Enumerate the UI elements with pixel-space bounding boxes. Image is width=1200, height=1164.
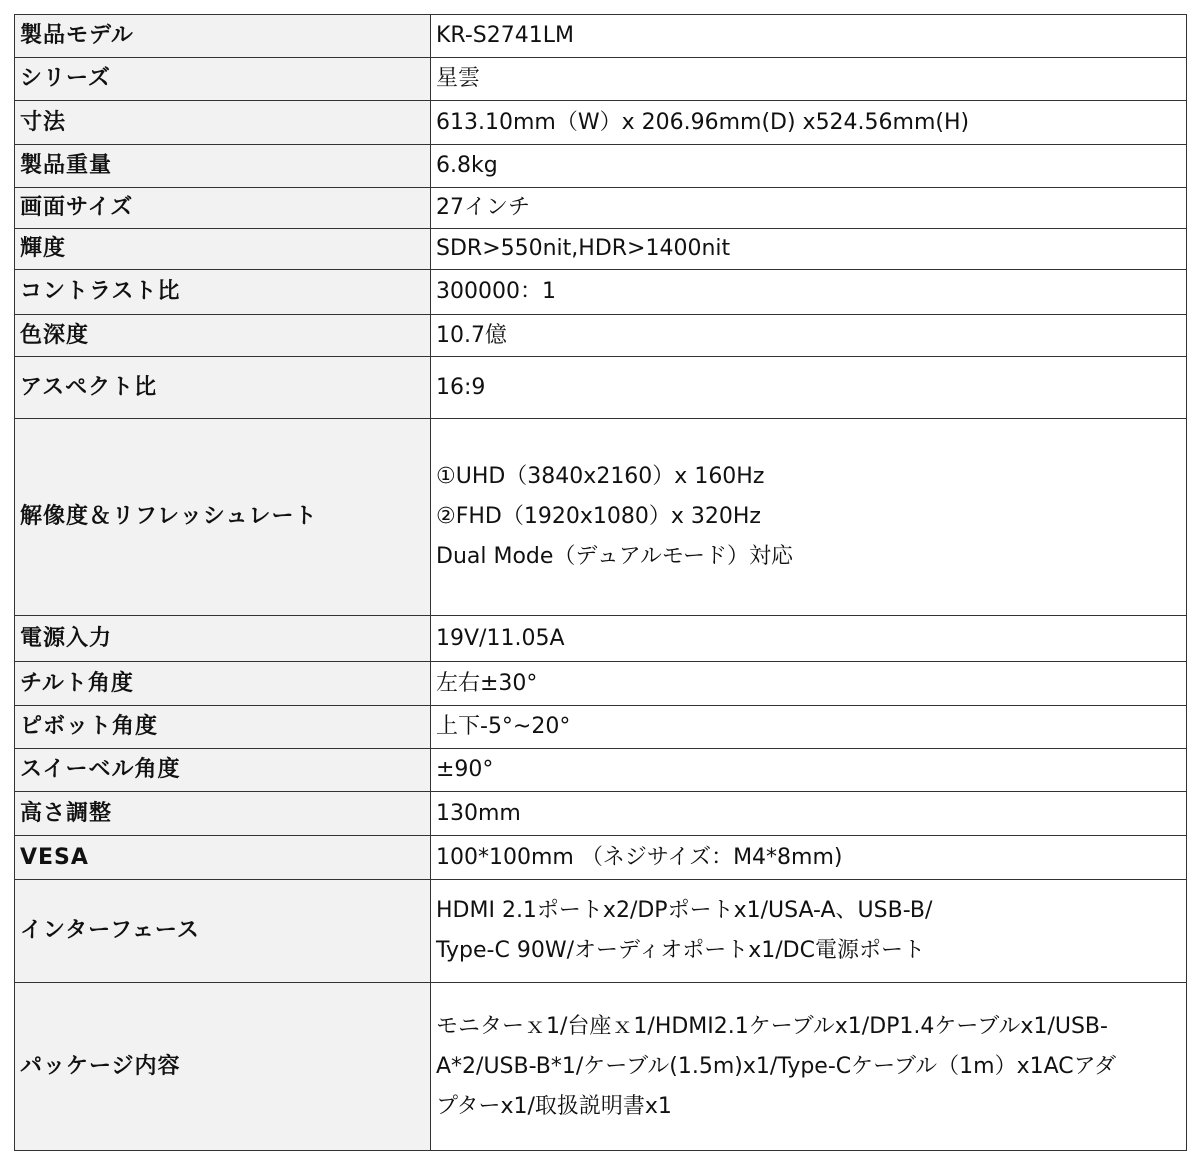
spec-value-line: Type-C 90W/オーディオポートx1/DC電源ポート <box>436 938 925 963</box>
spec-label: 寸法 <box>15 101 431 145</box>
spec-row-weight <box>15 145 1187 188</box>
spec-label: 解像度＆リフレッシュレート <box>15 419 431 616</box>
spec-label: コントラスト比 <box>15 270 431 315</box>
spec-row-package-contents <box>15 983 1187 1151</box>
spec-row-swivel <box>15 749 1187 792</box>
spec-value-multiline <box>431 419 1187 616</box>
spec-row-power-input <box>15 616 1187 662</box>
spec-value-line: A*2/USB-B*1/ケーブル(1.5m)x1/Type-Cケーブル（1m）x1ACアダ <box>436 1053 1117 1079</box>
spec-value-line: モニターｘ1/台座ｘ1/HDMI2.1ケーブルx1/DP1.4ケーブルx1/USB- <box>436 1013 1108 1039</box>
spec-value: ±90° <box>431 749 1187 792</box>
spec-value: 上下-5°~20° <box>431 706 1187 749</box>
spec-label: 製品重量 <box>15 145 431 188</box>
spec-row-model <box>15 15 1187 58</box>
spec-label: 電源入力 <box>15 616 431 662</box>
spec-value: 130mm <box>431 792 1187 836</box>
spec-label: ピボット角度 <box>15 706 431 749</box>
spec-label: シリーズ <box>15 58 431 101</box>
spec-value: 100*100mm （ネジサイズ：M4*8mm) <box>431 836 1187 880</box>
spec-label: VESA <box>15 836 431 880</box>
spec-row-interface <box>15 880 1187 983</box>
spec-row-dimensions <box>15 101 1187 145</box>
spec-value: 613.10mm（W）x 206.96mm(D) x524.56mm(H) <box>431 101 1187 145</box>
spec-label: 画面サイズ <box>15 188 431 229</box>
spec-row-screen-size <box>15 188 1187 229</box>
spec-value-line: ①UHD（3840x2160）x 160Hz <box>436 464 765 489</box>
spec-label: 製品モデル <box>15 15 431 58</box>
spec-label: 色深度 <box>15 315 431 357</box>
spec-row-height-adjust <box>15 792 1187 836</box>
spec-label: スイーベル角度 <box>15 749 431 792</box>
spec-row-contrast <box>15 270 1187 315</box>
spec-label: インターフェース <box>15 880 431 983</box>
spec-label: 高さ調整 <box>15 792 431 836</box>
spec-value-multiline <box>431 880 1187 983</box>
spec-row-pivot <box>15 706 1187 749</box>
spec-row-tilt <box>15 662 1187 706</box>
spec-table <box>14 14 1187 1151</box>
spec-value: 10.7億 <box>431 315 1187 357</box>
spec-value: 300000：1 <box>431 270 1187 315</box>
spec-label: チルト角度 <box>15 662 431 706</box>
spec-value: 27インチ <box>431 188 1187 229</box>
spec-value-line: プターx1/取扱説明書x1 <box>436 1093 672 1119</box>
spec-label: アスペクト比 <box>15 357 431 419</box>
spec-label: パッケージ内容 <box>15 983 431 1151</box>
spec-value-line: ②FHD（1920x1080）x 320Hz <box>436 504 761 529</box>
spec-label: 輝度 <box>15 229 431 270</box>
spec-value-line: Dual Mode（デュアルモード）対応 <box>436 544 793 569</box>
spec-value: 16:9 <box>431 357 1187 419</box>
spec-row-aspect-ratio <box>15 357 1187 419</box>
spec-value-line: HDMI 2.1ポートx2/DPポートx1/USA-A、USB-B/ <box>436 898 933 923</box>
spec-row-brightness <box>15 229 1187 270</box>
spec-row-color-depth <box>15 315 1187 357</box>
spec-value: KR-S2741LM <box>431 15 1187 58</box>
spec-row-series <box>15 58 1187 101</box>
spec-row-resolution <box>15 419 1187 616</box>
spec-value: 左右±30° <box>431 662 1187 706</box>
spec-value: SDR>550nit,HDR>1400nit <box>431 229 1187 270</box>
spec-value: 星雲 <box>431 58 1187 101</box>
spec-row-vesa <box>15 836 1187 880</box>
spec-value-multiline <box>431 983 1187 1151</box>
spec-value: 6.8kg <box>431 145 1187 188</box>
spec-value: 19V/11.05A <box>431 616 1187 662</box>
